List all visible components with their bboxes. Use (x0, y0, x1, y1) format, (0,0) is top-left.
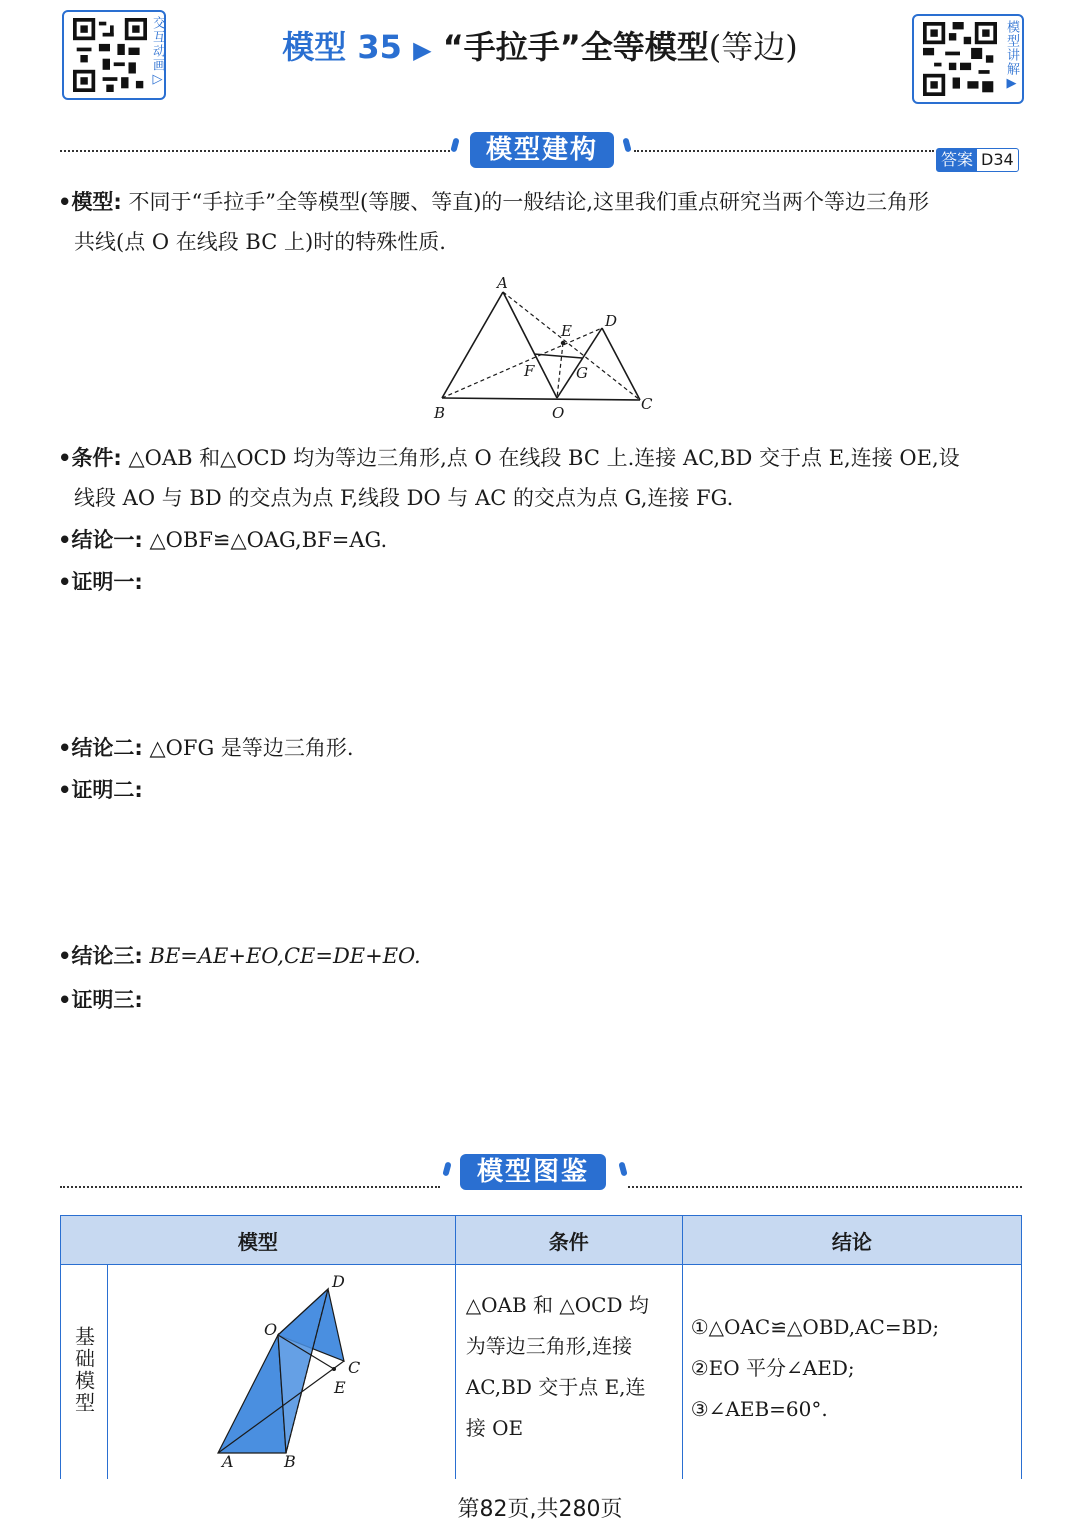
play-triangle-icon: ▶ (413, 36, 432, 64)
condition-line-2: 线段 AO 与 BD 的交点为点 F,线段 DO 与 AC 的交点为点 G,连接 FG. (74, 486, 734, 510)
conclusion-cell-line-1: ①△OAC≌△OBD,AC=BD; (690, 1315, 940, 1339)
label-A: A (497, 274, 508, 292)
model-gallery-table (60, 1215, 1022, 1479)
conclusion-cell (682, 1265, 1021, 1479)
point-E (561, 341, 565, 345)
title-paren: (等边) (708, 28, 798, 66)
label-A: A (222, 1452, 234, 1471)
conclusion-3 (58, 936, 421, 976)
segment-AO (503, 292, 557, 398)
segment-AB (442, 292, 503, 398)
decor-tick-icon (622, 137, 631, 152)
proof-1-label: 证明一: (71, 570, 143, 594)
conclusion-2 (58, 728, 354, 768)
row-label-cell (61, 1265, 108, 1479)
bullet: • (58, 778, 72, 802)
conclusion-1 (58, 520, 387, 560)
segment-BD (442, 328, 602, 398)
model-label: 模型: (71, 190, 122, 214)
divider (628, 1186, 1022, 1188)
label-C: C (641, 395, 653, 413)
divider (60, 150, 450, 152)
decor-tick-icon (618, 1161, 627, 1176)
figure-cell (108, 1265, 456, 1479)
label-B: B (284, 1452, 296, 1471)
title-main: “手拉手”全等模型 (442, 28, 709, 66)
segment-BC (442, 398, 640, 400)
section-title: 模型建构 (470, 132, 614, 168)
conclusion-3-text: BE=AE+EO,CE=DE+EO. (149, 944, 421, 968)
answer-label: 答案 (937, 149, 977, 171)
model-line-1 (58, 182, 929, 222)
proof-2 (58, 770, 143, 810)
answer-code: D34 (981, 150, 1014, 169)
header-condition: 条件 (455, 1216, 682, 1265)
qr-left-label: 交互动画▷ (150, 16, 165, 88)
section-title: 模型图鉴 (460, 1154, 606, 1190)
label-G: G (576, 364, 588, 382)
conclusion-1-label: 结论一: (71, 528, 143, 552)
label-D: D (605, 312, 618, 330)
title-number: 35 (357, 28, 402, 66)
condition-cell-line-2: 为等边三角形,连接 (465, 1334, 633, 1358)
conclusion-1-text: △OBF≌△OAG,BF=AG. (149, 528, 388, 552)
point-E (332, 1367, 336, 1371)
table-row (61, 1265, 1022, 1479)
label-E: E (334, 1378, 346, 1397)
proof-2-label: 证明二: (71, 778, 143, 802)
decor-tick-icon (450, 137, 459, 152)
page-title (0, 22, 1080, 68)
row-label: 基础模型 (71, 1326, 96, 1414)
section-header-model-construction (60, 128, 1022, 172)
proof-3 (58, 980, 143, 1020)
label-O: O (264, 1320, 278, 1339)
decor-tick-icon (442, 1161, 451, 1176)
bullet: • (58, 446, 72, 470)
header-model: 模型 (61, 1216, 456, 1265)
bullet: • (58, 528, 72, 552)
proof-1 (58, 562, 143, 602)
condition-label: 条件: (71, 446, 122, 470)
bullet: • (58, 944, 72, 968)
conclusion-cell-line-2: ②EO 平分∠AED; (690, 1356, 855, 1380)
header-conclusion: 结论 (682, 1216, 1021, 1265)
answer-tag[interactable] (936, 148, 1019, 172)
condition-cell-line-3: AC,BD 交于点 E,连 (465, 1375, 646, 1399)
model-line-2: 共线(点 O 在线段 BC 上)时的特殊性质. (74, 230, 446, 254)
condition-cell-line-4: 接 OE (465, 1416, 524, 1440)
label-O: O (552, 404, 565, 422)
label-E: E (561, 322, 572, 340)
table-header-row (61, 1216, 1022, 1265)
label-B: B (434, 404, 446, 422)
condition-cell (455, 1265, 682, 1479)
divider (60, 1186, 440, 1188)
condition-text-1: △OAB 和△OCD 均为等边三角形,点 O 在线段 BC 上.连接 AC,BD 交于点 E,连接 OE,设 (128, 446, 960, 470)
figure-equilateral-triangles (420, 270, 670, 430)
figure-basic-model (158, 1272, 361, 1471)
triangle-OBD (278, 1289, 328, 1453)
label-F: F (524, 362, 535, 380)
label-D: D (332, 1272, 345, 1291)
bullet: • (58, 988, 72, 1012)
condition-cell-line-1: △OAB 和 △OCD 均 (465, 1293, 649, 1317)
conclusion-2-text: △OFG 是等边三角形. (149, 736, 354, 760)
qr-right-label: 模型讲解▶ (1004, 20, 1019, 92)
proof-3-label: 证明三: (71, 988, 143, 1012)
triangle-OAB (218, 1335, 286, 1453)
title-prefix: 模型 (282, 28, 347, 66)
segment-DC (602, 328, 640, 400)
page-footer: 第82页,共280页 (457, 1497, 623, 1522)
model-text-1: 不同于“手拉手”全等模型(等腰、等直)的一般结论,这里我们重点研究当两个等边三角形 (128, 190, 930, 214)
bullet: • (58, 570, 72, 594)
section-header-model-gallery (60, 1152, 1022, 1196)
conclusion-cell-line-3: ③∠AEB=60°. (690, 1397, 828, 1421)
condition-line-1 (58, 438, 960, 478)
conclusion-3-label: 结论三: (71, 944, 143, 968)
bullet: • (58, 190, 72, 214)
divider (634, 150, 934, 152)
bullet: • (58, 736, 72, 760)
conclusion-2-label: 结论二: (71, 736, 143, 760)
label-C: C (348, 1358, 361, 1377)
segment-AC (503, 292, 640, 400)
